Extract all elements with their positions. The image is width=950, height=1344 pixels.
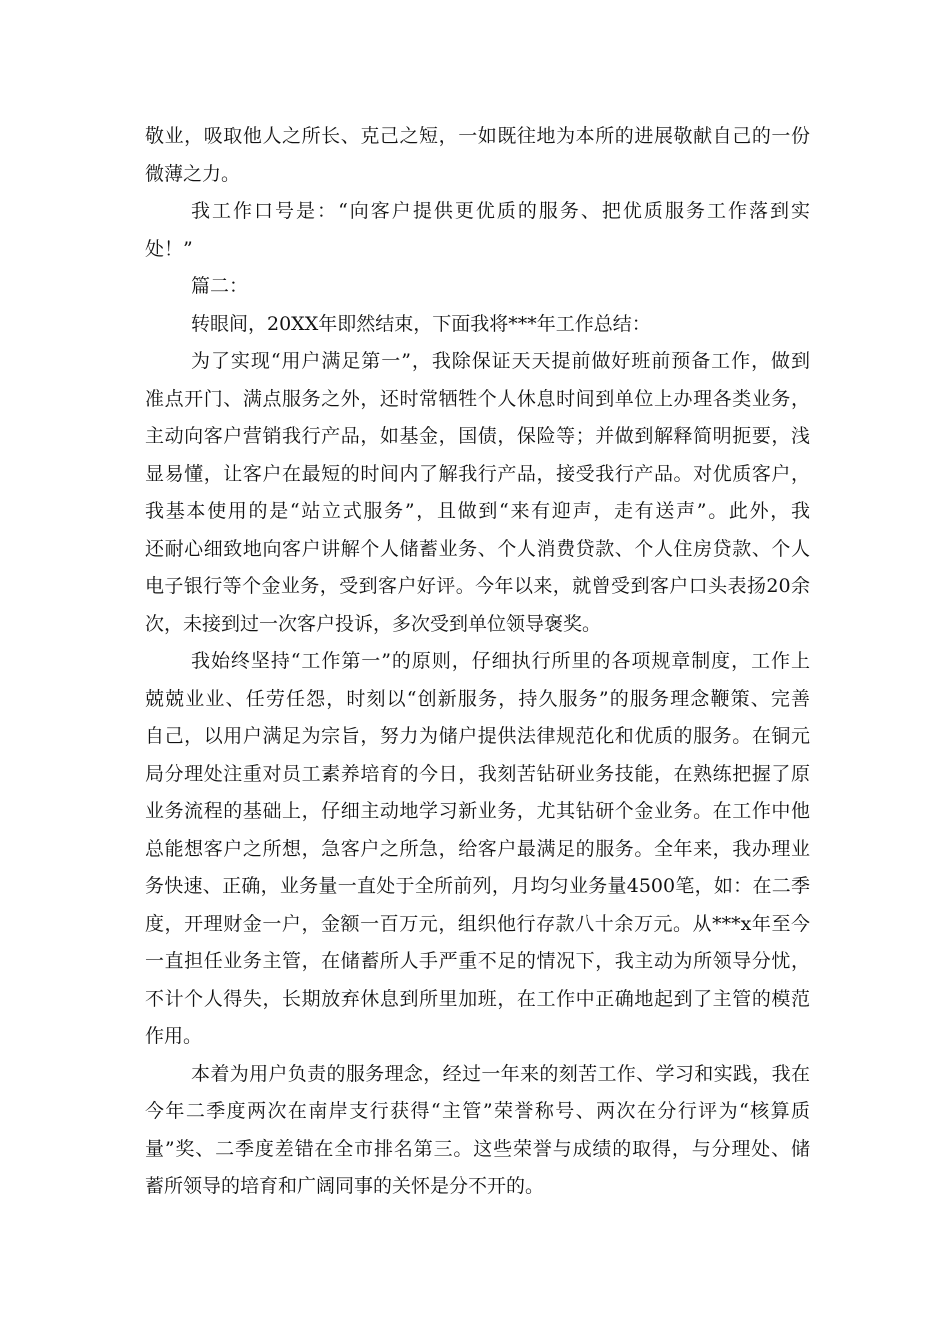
paragraph [145, 643, 810, 1056]
paragraph [145, 1056, 810, 1206]
text-line: 不计个人得失，长期放弃休息到所里加班，在工作中正确地起到了主管的模范 [145, 987, 810, 1010]
text-line: 处！” [145, 237, 193, 260]
text-line: 总能想客户之所想，急客户之所急，给客户最满足的服务。全年来，我办理业 [145, 837, 810, 860]
text-line: 一直担任业务主管，在储蓄所人手严重不足的情况下，我主动为所领导分忧， [145, 950, 810, 972]
text-line: 为了实现“用户满足第一”，我除保证天天提前做好班前预备工作，做到 [191, 350, 810, 372]
text-line: 自己，以用户满足为宗旨，努力为储户提供法律规范化和优质的服务。在铜元 [145, 725, 810, 747]
text-line: 今年二季度两次在南岸支行获得“主管”荣誉称号、两次在分行评为“核算质 [145, 1100, 810, 1122]
paragraph [145, 306, 810, 344]
text-line: 次，未接到过一次客户投诉，多次受到单位领导褒奖。 [145, 612, 602, 635]
text-line: 我基本使用的是“站立式服务”，且做到“来有迎声，走有送声”。此外，我 [145, 500, 810, 522]
text-line: 微薄之力。 [145, 162, 241, 185]
text-line: 蓄所领导的培育和广阔同事的关怀是分不开的。 [145, 1175, 545, 1197]
document-page [145, 118, 810, 1206]
text-line: 篇二： [191, 275, 249, 297]
paragraph [145, 268, 810, 306]
text-line: 局分理处注重对员工素养培育的今日，我刻苦钻研业务技能，在熟练把握了原 [145, 762, 810, 785]
text-line: 我工作口号是：“向客户提供更优质的服务、把优质服务工作落到实 [191, 200, 810, 222]
text-line: 量”奖、二季度差错在全市排名第三。这些荣誉与成绩的取得，与分理处、储 [145, 1137, 810, 1160]
text-line: 务快速、正确，业务量一直处于全所前列，月均匀业务量4500笔，如：在二季 [145, 875, 810, 897]
text-line: 转眼间，20XX年即然结束，下面我将***年工作总结： [191, 312, 651, 335]
paragraph [145, 118, 810, 193]
paragraph [145, 193, 810, 268]
text-line: 准点开门、满点服务之外，还时常牺牲个人休息时间到单位上办理各类业务， [145, 387, 810, 410]
text-line: 敬业，吸取他人之所长、克己之短，一如既往地为本所的进展敬献自己的一份 [145, 125, 810, 147]
text-line: 我始终坚持“工作第一”的原则，仔细执行所里的各项规章制度，工作上 [191, 650, 810, 672]
text-line: 本着为用户负责的服务理念，经过一年来的刻苦工作、学习和实践，我在 [191, 1062, 810, 1085]
text-line: 主动向客户营销我行产品，如基金，国债，保险等；并做到解释简明扼要，浅 [145, 425, 810, 447]
paragraph [145, 343, 810, 643]
text-line: 业务流程的基础上，仔细主动地学习新业务，尤其钻研个金业务。在工作中他 [145, 800, 810, 822]
text-line: 还耐心细致地向客户讲解个人储蓄业务、个人消费贷款、个人住房贷款、个人 [145, 537, 810, 560]
text-line: 显易懂，让客户在最短的时间内了解我行产品，接受我行产品。对优质客户， [145, 462, 810, 485]
text-line: 度，开理财金一户，金额一百万元，组织他行存款八十余万元。从***x年至今 [145, 912, 810, 935]
text-line: 电子银行等个金业务，受到客户好评。今年以来，就曾受到客户口头表扬20余 [145, 575, 810, 597]
text-line: 兢兢业业、任劳任怨，时刻以“创新服务，持久服务”的服务理念鞭策、完善 [145, 687, 810, 710]
text-line: 作用。 [145, 1025, 203, 1047]
